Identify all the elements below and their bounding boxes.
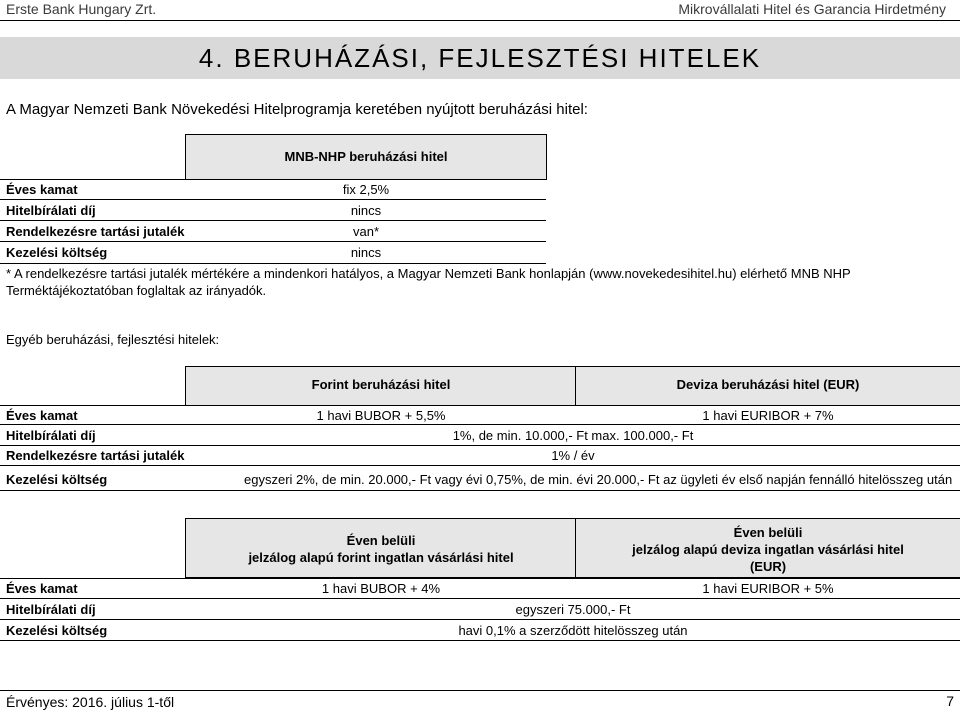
foreign-currency-mortgage-title: jelzálog alapú deviza ingatlan vásárlási hitel — [632, 542, 904, 557]
page-title: 4. BERUHÁZÁSI, FEJLESZTÉSI HITELEK — [198, 43, 762, 73]
validity-date: Érvényes: 2016. július 1-től — [6, 694, 175, 710]
mnb-row-label: Kezelési költség — [6, 245, 108, 260]
header-rule — [0, 20, 960, 21]
footer-rule — [0, 690, 960, 691]
foreign-currency-mortgage-interest: 1 havi EURIBOR + 5% — [702, 581, 834, 596]
foreign-currency-mortgage-title: Éven belüli — [733, 525, 803, 540]
row-divider — [0, 263, 546, 264]
mnb-intro: A Magyar Nemzeti Bank Növekedési Hitelprogramja keretében nyújtott beruházási hitel: — [6, 101, 588, 118]
forint-mortgage-interest: 1 havi BUBOR + 4% — [321, 581, 441, 596]
other-row-value: 1% / év — [551, 448, 595, 463]
row-divider — [0, 490, 960, 491]
other-table-rule — [0, 405, 960, 406]
row-divider — [0, 598, 960, 599]
mnb-column-header — [185, 134, 547, 180]
row-divider — [0, 424, 960, 425]
forint-mortgage-title: jelzálog alapú forint ingatlan vásárlási hitel — [248, 550, 514, 565]
other-row-value: 1%, de min. 10.000,- Ft max. 100.000,- Ft — [452, 428, 694, 443]
mortgage-row-value: egyszeri 75.000,- Ft — [515, 602, 631, 617]
mnb-footnote-line: * A rendelkezésre tartási jutalék mértékére a mindenkori hatályos, a Magyar Nemzeti Bank honlapján (www.novekedesihitel.hu) elérhető MNB NHP — [6, 266, 851, 281]
mnb-row-label: Éves kamat — [6, 182, 78, 197]
other-row-value: egyszeri 2%, de min. 20.000,- Ft vagy évi 0,75%, de min. évi 20.000,- Ft az ügyleti év első napján fennálló hitelösszeg után — [244, 472, 953, 487]
row-divider — [0, 640, 960, 641]
mnb-row-label: Rendelkezésre tartási jutalék — [6, 224, 185, 239]
other-loans-intro: Egyéb beruházási, fejlesztési hitelek: — [6, 332, 220, 347]
mortgage-row-label: Hitelbírálati díj — [6, 602, 96, 617]
forint-column-title: Forint beruházási hitel — [311, 377, 451, 392]
mortgage-row-value: havi 0,1% a szerződött hitelösszeg után — [458, 623, 688, 638]
mnb-row-value: nincs — [350, 203, 382, 218]
row-divider — [0, 619, 960, 620]
other-row-label: Kezelési költség — [6, 472, 108, 487]
row-divider — [0, 220, 546, 221]
mnb-row-value: nincs — [350, 245, 382, 260]
mnb-row-value: fix 2,5% — [342, 182, 390, 197]
mortgage-table-rule — [0, 578, 960, 579]
forint-mortgage-title: Éven belüli — [346, 533, 416, 548]
row-divider — [0, 465, 960, 466]
other-row-label: Éves kamat — [6, 408, 78, 423]
mnb-row-label: Hitelbírálati díj — [6, 203, 96, 218]
bank-name: Erste Bank Hungary Zrt. — [6, 1, 157, 17]
document-name: Mikrovállalati Hitel és Garancia Hirdetmény — [678, 1, 946, 17]
foreign-currency-interest: 1 havi EURIBOR + 7% — [702, 408, 834, 423]
foreign-currency-column-title: Deviza beruházási hitel (EUR) — [676, 377, 860, 392]
page-number: 7 — [946, 693, 954, 709]
mnb-row-value: van* — [352, 224, 380, 239]
mnb-table-rule — [0, 179, 546, 180]
row-divider — [0, 199, 546, 200]
mnb-column-title: MNB-NHP beruházási hitel — [284, 149, 448, 164]
mortgage-row-label: Kezelési költség — [6, 623, 108, 638]
mnb-footnote-line: Terméktájékoztatóban foglaltak az irányadók. — [6, 283, 267, 298]
foreign-currency-mortgage-title: (EUR) — [749, 559, 787, 574]
other-row-label: Rendelkezésre tartási jutalék — [6, 448, 185, 463]
row-divider — [0, 241, 546, 242]
row-divider — [0, 445, 960, 446]
other-row-label: Hitelbírálati díj — [6, 428, 96, 443]
forint-interest: 1 havi BUBOR + 5,5% — [316, 408, 446, 423]
mortgage-row-label: Éves kamat — [6, 581, 78, 596]
